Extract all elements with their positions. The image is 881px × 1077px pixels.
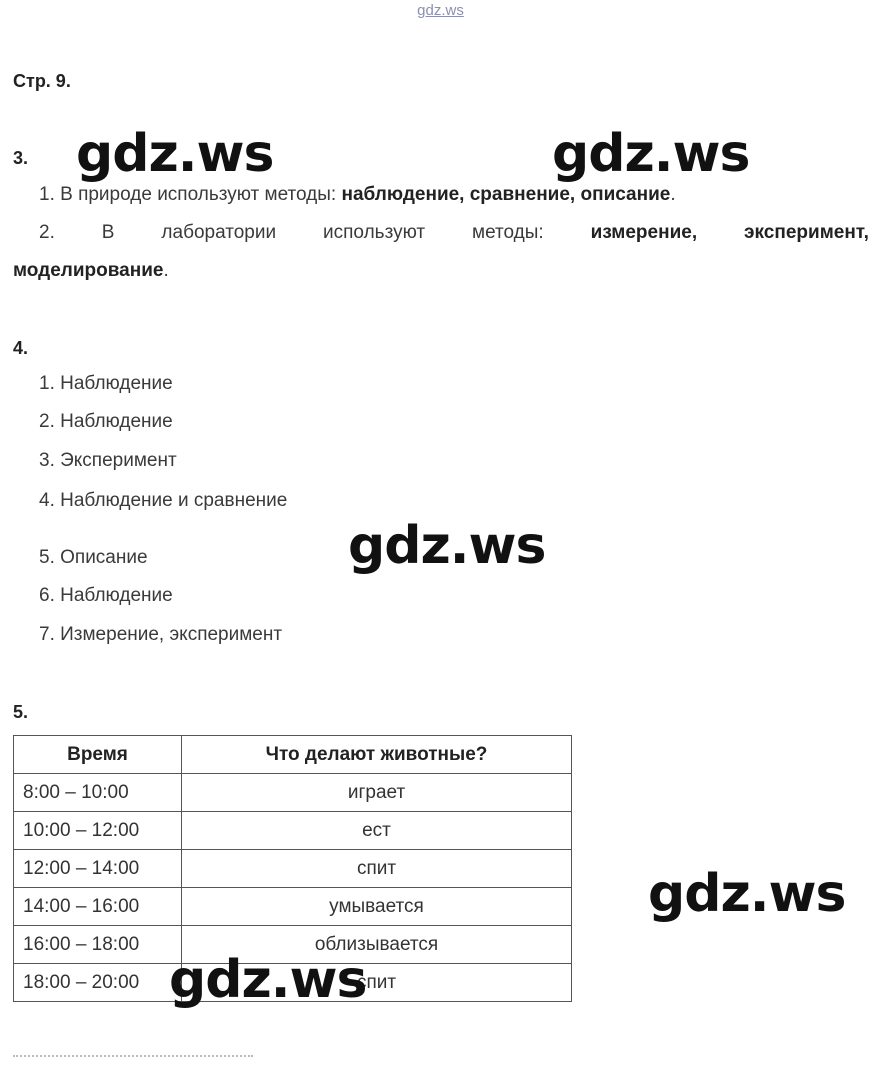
watermark: gdz.ws: [552, 124, 750, 184]
time-cell: 12:00 – 14:00: [14, 850, 182, 888]
task4-item: 7. Измерение, эксперимент: [39, 624, 283, 645]
task3-line2-word: используют: [323, 222, 426, 243]
task3-line2-word: В: [101, 222, 115, 243]
task3-line3: [13, 260, 169, 282]
watermark: gdz.ws: [348, 516, 546, 576]
task3-line1-end: .: [670, 184, 676, 205]
page-label: Стр. 9.: [13, 71, 71, 91]
task4-item: 3. Эксперимент: [39, 450, 177, 471]
task3-number: 3.: [13, 148, 29, 168]
time-cell: 14:00 – 16:00: [14, 888, 182, 926]
activity-cell: играет: [182, 774, 572, 812]
table-row: [14, 774, 572, 812]
task3-line2-word: 2.: [39, 222, 55, 243]
time-cell: 10:00 – 12:00: [14, 812, 182, 850]
task3-line1: [39, 184, 676, 206]
time-cell: 8:00 – 10:00: [14, 774, 182, 812]
task3-line3-bold: моделирование: [13, 260, 164, 281]
bottom-divider: [13, 1055, 253, 1057]
task4-item: 5. Описание: [39, 547, 148, 568]
task5-number: 5.: [13, 702, 29, 722]
task4-item: 2. Наблюдение: [39, 411, 173, 432]
table-header-time: Время: [14, 736, 182, 774]
task3-line1-bold: наблюдение, сравнение, описание: [341, 184, 671, 205]
task4-number: 4.: [13, 338, 29, 358]
time-cell: 16:00 – 18:00: [14, 926, 182, 964]
watermark: gdz.ws: [169, 950, 367, 1010]
watermark: gdz.ws: [648, 864, 846, 924]
table-row: [14, 888, 572, 926]
table-header-row: [14, 736, 572, 774]
task4-item: 4. Наблюдение и сравнение: [39, 490, 288, 511]
time-cell: 18:00 – 20:00: [14, 964, 182, 1002]
site-link[interactable]: gdz.ws: [417, 2, 464, 19]
task3-line2-bold-word: эксперимент,: [744, 222, 869, 243]
task3-line2: [39, 222, 869, 244]
task3-line2-word: лаборатории: [161, 222, 277, 243]
watermark: gdz.ws: [76, 124, 274, 184]
activity-cell: ест: [182, 812, 572, 850]
task3-line2-word: методы:: [472, 222, 544, 243]
task3-line2-bold-word: измерение,: [590, 222, 698, 243]
task4-item: 1. Наблюдение: [39, 373, 173, 394]
task3-line1-text: 1. В природе используют методы:: [39, 184, 342, 205]
activity-cell: спит: [182, 964, 572, 1002]
activity-cell: спит: [182, 850, 572, 888]
table-header-activity: Что делают животные?: [182, 736, 572, 774]
activity-cell: облизывается: [182, 926, 572, 964]
task3-line3-end: .: [163, 260, 169, 281]
table-row: [14, 812, 572, 850]
table-row: [14, 850, 572, 888]
task4-item: 6. Наблюдение: [39, 585, 173, 606]
activity-cell: умывается: [182, 888, 572, 926]
